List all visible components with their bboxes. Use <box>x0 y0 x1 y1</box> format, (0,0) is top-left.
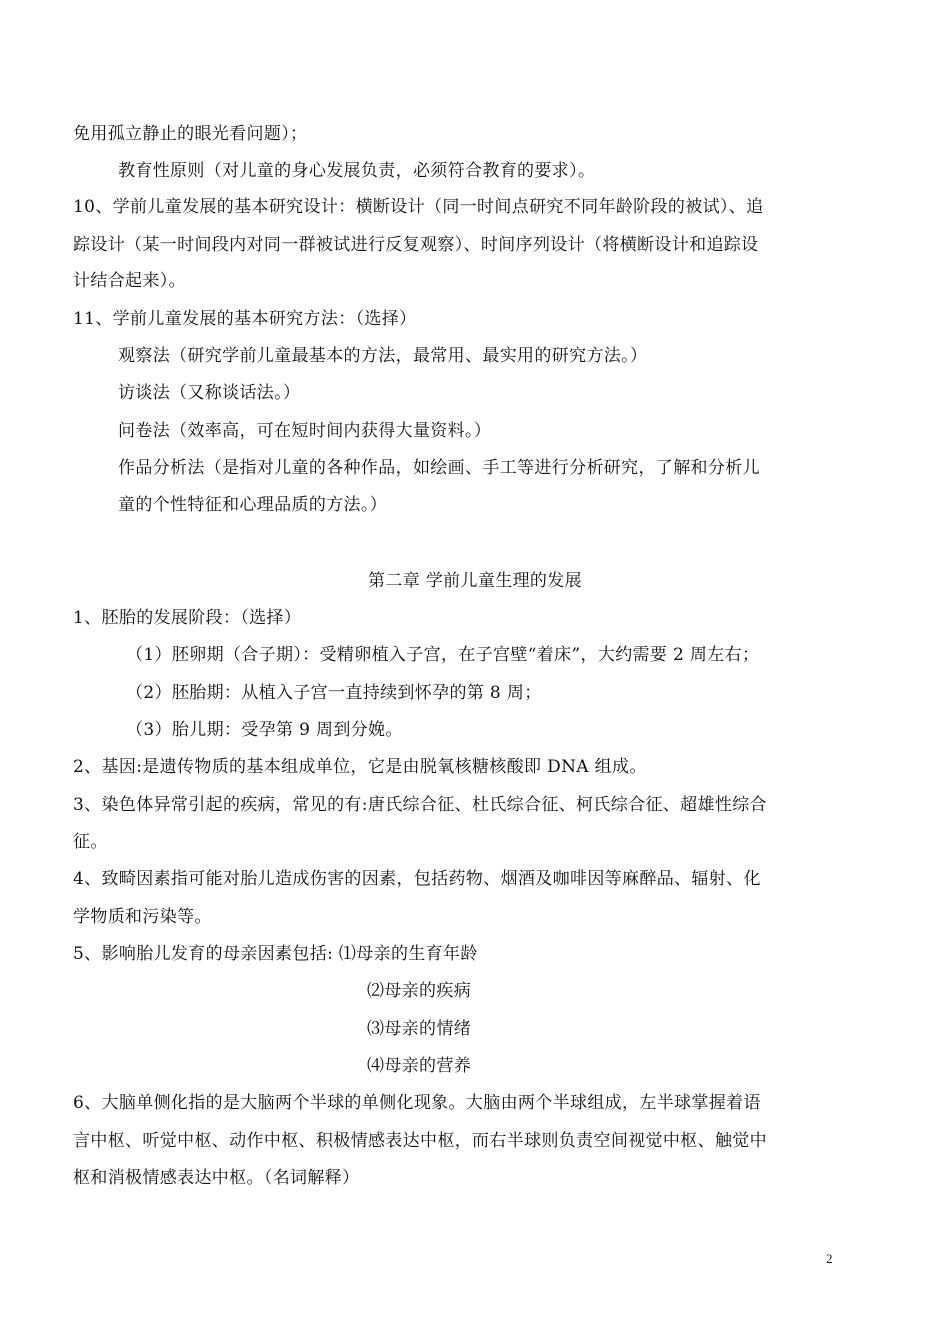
text-line: 征。 <box>73 832 108 852</box>
text-line: 作品分析法（是指对儿童的各种作品，如绘画、手工等进行分析研究，了解和分析儿 <box>118 458 760 478</box>
text-line: ⑷母亲的营养 <box>367 1056 472 1076</box>
text-line: （2）胚胎期：从植入子宫一直持续到怀孕的第 8 周； <box>126 683 542 703</box>
text-line: 3、染色体异常引起的疾病，常见的有:唐氏综合征、杜氏综合征、柯氏综合征、超雄性综合 <box>73 795 767 815</box>
text-line: 问卷法（效率高，可在短时间内获得大量资料。） <box>118 421 492 441</box>
text-line: ⑵母亲的疾病 <box>367 981 472 1001</box>
text-line: ⑶母亲的情绪 <box>367 1019 472 1039</box>
text-line: 6、大脑单侧化指的是大脑两个半球的单侧化现象。大脑由两个半球组成，左半球掌握着语 <box>73 1093 761 1113</box>
text-line: 10、学前儿童发展的基本研究设计：横断设计（同一时间点研究不同年龄阶段的被试）、追 <box>73 197 764 217</box>
text-line: 童的个性特征和心理品质的方法。） <box>118 495 388 515</box>
text-line: 枢和消极情感表达中枢。（名词解释） <box>73 1168 360 1188</box>
text-line: 言中枢、听觉中枢、动作中枢、积极情感表达中枢，而右半球则负责空间视觉中枢、触觉中 <box>73 1131 767 1151</box>
chapter-heading: 第二章 学前儿童生理的发展 <box>368 571 582 591</box>
text-line: 教育性原则（对儿童的身心发展负责，必须符合教育的要求）。 <box>118 161 596 181</box>
text-line: 11、学前儿童发展的基本研究方法：（选择） <box>73 309 417 329</box>
text-line: 5、影响胎儿发育的母亲因素包括: ⑴母亲的生育年龄 <box>73 944 478 964</box>
text-line: 计结合起来）。 <box>73 271 186 291</box>
text-line: （3）胎儿期：受孕第 9 周到分娩。 <box>126 720 403 740</box>
text-line: （1）胚卵期（合子期）：受精卵植入子宫，在子宫壁“着床”，大约需要 2 周左右； <box>126 645 760 665</box>
text-line: 踪设计（某一时间段内对同一群被试进行反复观察）、时间序列设计（将横断设计和追踪设 <box>73 235 759 255</box>
text-line: 4、致畸因素指可能对胎儿造成伤害的因素，包括药物、烟酒及咖啡因等麻醉品、辐射、化 <box>73 869 761 889</box>
text-line: 访谈法（又称谈话法。） <box>118 383 301 403</box>
text-line: 2、基因:是遗传物质的基本组成单位，它是由脱氧核糖核酸即 DNA 组成。 <box>73 757 647 777</box>
text-line: 观察法（研究学前儿童最基本的方法，最常用、最实用的研究方法。） <box>118 346 648 366</box>
page-number: 2 <box>826 1251 833 1266</box>
text-line: 免用孤立静止的眼光看问题）； <box>73 124 308 144</box>
text-line: 1、胚胎的发展阶段：（选择） <box>73 608 302 628</box>
text-line: 学物质和污染等。 <box>73 907 212 927</box>
